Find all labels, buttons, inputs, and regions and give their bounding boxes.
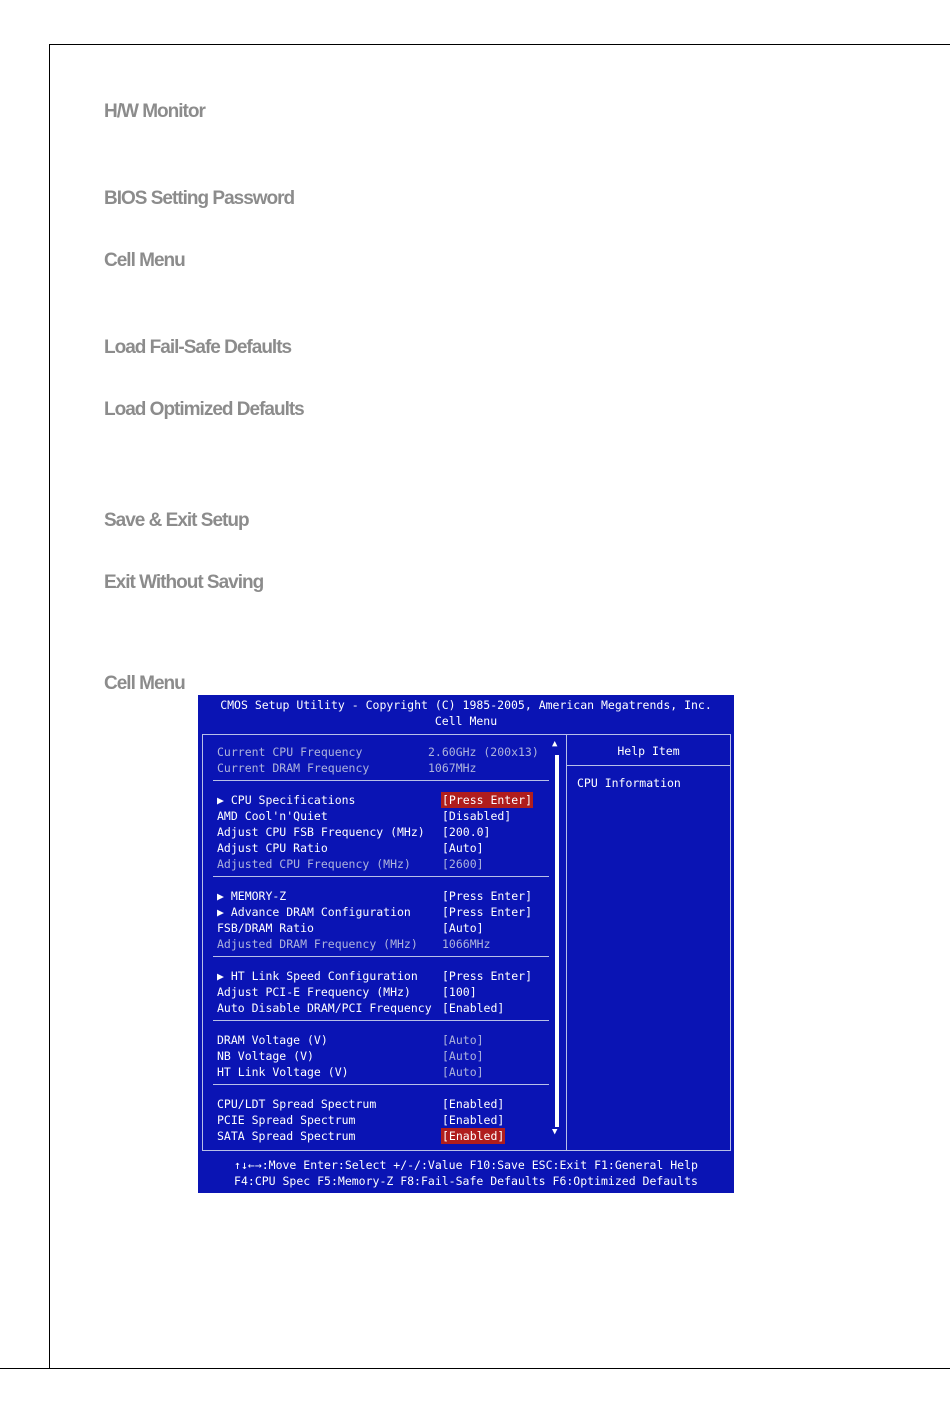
menu-item-ht-link-speed-configuration[interactable] — [217, 968, 533, 984]
setting-dram-voltage[interactable] — [217, 1032, 484, 1048]
setting-value[interactable]: [Enabled] — [442, 1097, 505, 1111]
setting-label: AMD Cool'n'Quiet — [217, 809, 328, 823]
help-item-title: Help Item — [617, 744, 680, 758]
menu-item-advance-dram-configuration[interactable] — [217, 904, 533, 920]
section-divider — [213, 956, 549, 957]
bios-menu-title: Cell Menu — [434, 714, 498, 728]
setting-label: ▶ HT Link Speed Configuration — [217, 969, 418, 983]
setting-current-dram-frequency — [217, 760, 477, 776]
heading-load-optimized-defaults: Load Optimized Defaults — [104, 399, 304, 420]
setting-value[interactable]: [Auto] — [442, 1049, 484, 1063]
setting-value[interactable]: [Auto] — [442, 841, 484, 855]
setting-adjust-cpu-fsb-frequency[interactable] — [217, 824, 491, 840]
section-divider — [213, 780, 549, 781]
setting-label: ▶ MEMORY-Z — [217, 889, 287, 903]
setting-value: 1067MHz — [428, 761, 477, 775]
setting-value[interactable]: [200.0] — [442, 825, 491, 839]
section-divider — [213, 1020, 549, 1021]
setting-value[interactable]: [Press Enter] — [442, 793, 533, 807]
heading-cell-menu: Cell Menu — [104, 250, 185, 271]
section-divider — [213, 876, 549, 877]
key-legend-line-1: ↑↓←→:Move Enter:Select +/-/:Value F10:Save ESC:Exit F1:General Help — [234, 1158, 698, 1172]
menu-item-memory-z[interactable] — [217, 888, 533, 904]
heading-cell-menu-figure: Cell Menu — [104, 673, 185, 694]
setting-label: PCIE Spread Spectrum — [217, 1113, 356, 1127]
setting-label: HT Link Voltage (V) — [217, 1065, 349, 1079]
scroll-down-arrow-icon[interactable]: ▼ — [552, 1127, 558, 1137]
help-divider — [567, 765, 730, 766]
setting-current-cpu-frequency — [217, 744, 539, 760]
bios-settings-panel — [202, 734, 731, 1151]
setting-adjust-cpu-ratio[interactable] — [217, 840, 484, 856]
page-frame-left — [49, 44, 50, 1369]
setting-value[interactable]: [Auto] — [442, 921, 484, 935]
setting-label: Adjust PCI-E Frequency (MHz) — [217, 985, 411, 999]
setting-label: CPU/LDT Spread Spectrum — [217, 1097, 377, 1111]
setting-value[interactable]: [100] — [442, 985, 477, 999]
setting-label: FSB/DRAM Ratio — [217, 921, 314, 935]
setting-value: 1066MHz — [442, 937, 491, 951]
setting-value[interactable]: [Press Enter] — [442, 905, 533, 919]
setting-label: Adjust CPU FSB Frequency (MHz) — [217, 825, 425, 839]
heading-hw-monitor: H/W Monitor — [104, 101, 205, 122]
setting-nb-voltage[interactable] — [217, 1048, 484, 1064]
help-pane-divider — [566, 735, 567, 1150]
page-frame-top — [49, 44, 950, 45]
setting-label: Adjusted CPU Frequency (MHz) — [217, 857, 411, 871]
heading-exit-without-saving: Exit Without Saving — [104, 572, 264, 593]
setting-label: ▶ CPU Specifications — [217, 793, 356, 807]
setting-label: Adjusted DRAM Frequency (MHz) — [217, 937, 418, 951]
setting-pcie-spread-spectrum[interactable] — [217, 1112, 505, 1128]
scroll-up-arrow-icon[interactable]: ▲ — [552, 739, 558, 749]
heading-bios-setting-password: BIOS Setting Password — [104, 188, 295, 209]
setting-adjusted-dram-frequency — [217, 936, 491, 952]
setting-adjusted-cpu-frequency — [217, 856, 484, 872]
setting-ht-link-voltage[interactable] — [217, 1064, 484, 1080]
setting-value[interactable]: [Press Enter] — [442, 969, 533, 983]
setting-value: 2.60GHz (200x13) — [428, 745, 539, 759]
bios-title: CMOS Setup Utility - Copyright (C) 1985-2005, American Megatrends, Inc. — [220, 698, 712, 712]
setting-value[interactable]: [Auto] — [442, 1033, 484, 1047]
setting-label: Auto Disable DRAM/PCI Frequency — [217, 1001, 432, 1015]
setting-value[interactable]: [Press Enter] — [442, 889, 533, 903]
setting-value[interactable]: [Disabled] — [442, 809, 512, 823]
setting-auto-disable-dram-pci-frequency[interactable] — [217, 1000, 505, 1016]
setting-adjust-pci-e-frequency[interactable] — [217, 984, 477, 1000]
bios-key-legend — [198, 1157, 734, 1189]
setting-value[interactable]: [Auto] — [442, 1065, 484, 1079]
setting-cpu-ldt-spread-spectrum[interactable] — [217, 1096, 505, 1112]
setting-value[interactable]: [Enabled] — [442, 1129, 505, 1143]
setting-label: ▶ Advance DRAM Configuration — [217, 905, 411, 919]
setting-label: NB Voltage (V) — [217, 1049, 314, 1063]
menu-item-cpu-specifications[interactable] — [217, 792, 533, 808]
section-divider — [213, 1084, 549, 1085]
setting-label: DRAM Voltage (V) — [217, 1033, 328, 1047]
heading-load-fail-safe-defaults: Load Fail-Safe Defaults — [104, 337, 292, 358]
setting-label: SATA Spread Spectrum — [217, 1129, 356, 1143]
help-text: CPU Information — [577, 776, 681, 790]
setting-label: Adjust CPU Ratio — [217, 841, 328, 855]
setting-amd-cool-n-quiet[interactable] — [217, 808, 512, 824]
setting-value: [2600] — [442, 857, 484, 871]
key-legend-line-2: F4:CPU Spec F5:Memory-Z F8:Fail-Safe Defaults F6:Optimized Defaults — [234, 1174, 698, 1188]
heading-save-exit-setup: Save & Exit Setup — [104, 510, 249, 531]
setting-sata-spread-spectrum[interactable] — [217, 1128, 505, 1144]
setting-label: Current DRAM Frequency — [217, 761, 370, 775]
setting-fsb-dram-ratio[interactable] — [217, 920, 484, 936]
page-frame-bottom — [0, 1368, 950, 1369]
setting-value[interactable]: [Enabled] — [442, 1001, 505, 1015]
setting-label: Current CPU Frequency — [217, 745, 363, 759]
setting-value[interactable]: [Enabled] — [442, 1113, 505, 1127]
bios-title-bar — [198, 695, 734, 731]
bios-screenshot — [198, 695, 734, 1193]
scrollbar[interactable] — [555, 755, 559, 1127]
